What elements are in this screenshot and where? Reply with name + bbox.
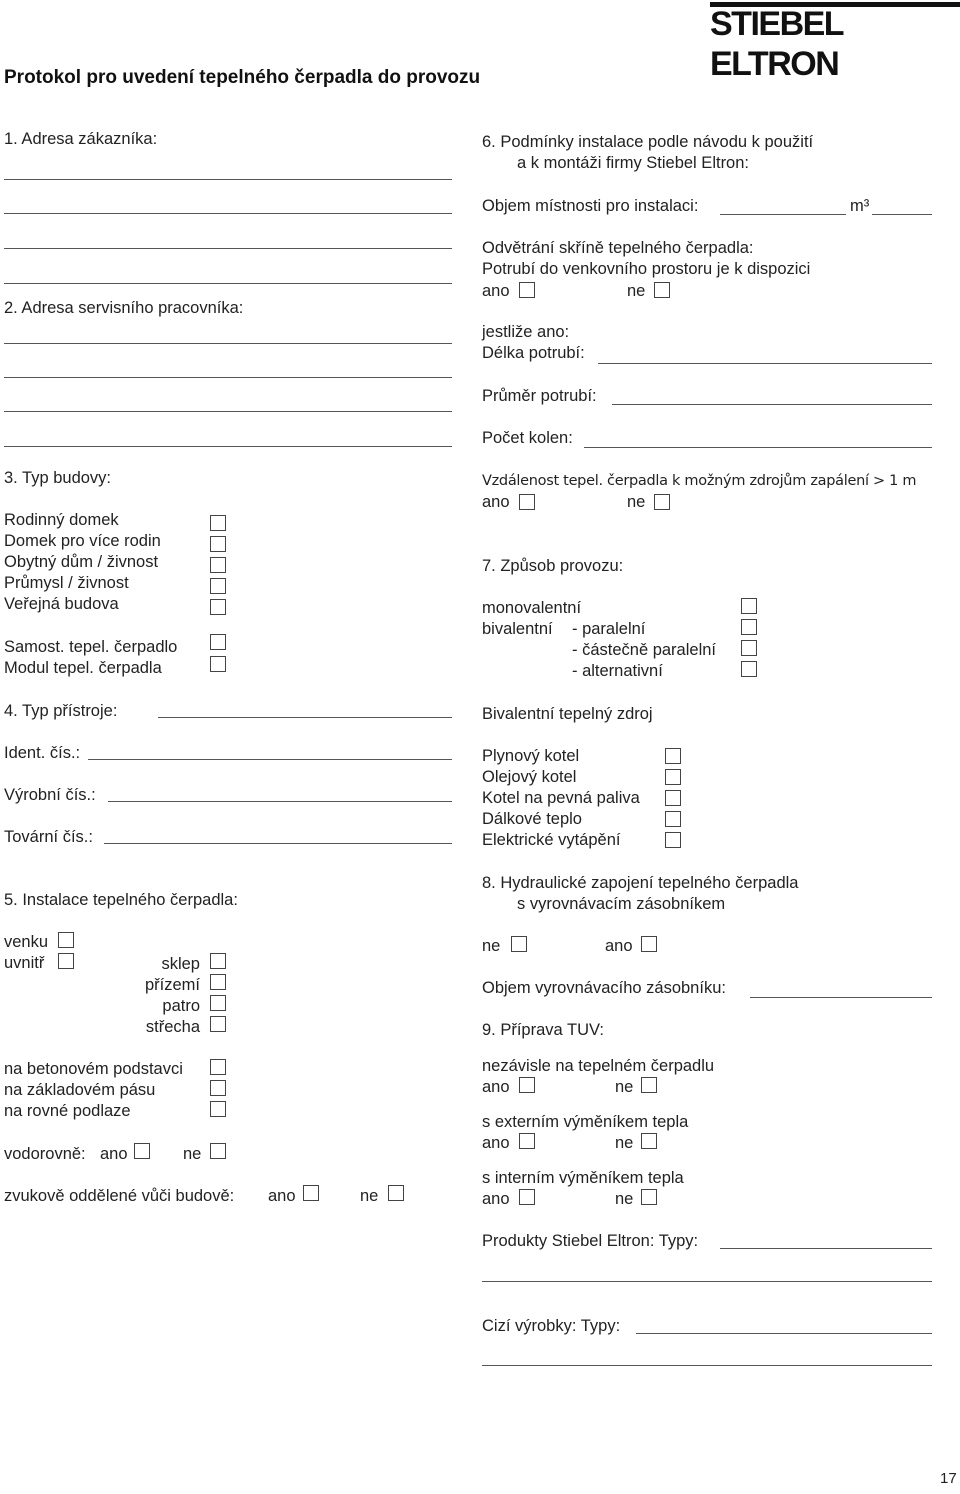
checkbox[interactable] <box>134 1143 150 1159</box>
venku-label: venku <box>4 933 49 951</box>
building-option-label: Průmysl / živnost <box>4 574 129 592</box>
s2-heading: 2. Adresa servisního pracovníka: <box>4 299 244 317</box>
checkbox[interactable] <box>210 995 226 1011</box>
checkbox[interactable] <box>519 494 535 510</box>
ne-label: ne <box>482 937 501 955</box>
service-address-line[interactable] <box>4 446 452 447</box>
checkbox[interactable] <box>519 1133 535 1149</box>
ne-label: ne <box>183 1145 202 1163</box>
produkty-label: Produkty Stiebel Eltron: Typy: <box>482 1232 699 1250</box>
vyrobni-label: Výrobní čís.: <box>4 786 96 804</box>
vodorovne-label: vodorovně: <box>4 1145 86 1163</box>
ident-label: Ident. čís.: <box>4 744 81 762</box>
checkbox[interactable] <box>741 598 757 614</box>
products-line[interactable] <box>720 1248 932 1249</box>
inner-location-label: střecha <box>145 1018 200 1036</box>
buffer-volume-line[interactable] <box>750 997 932 998</box>
checkbox[interactable] <box>210 536 226 552</box>
checkbox[interactable] <box>210 1143 226 1159</box>
tovarni-label: Tovární čís.: <box>4 828 93 846</box>
mono-label: monovalentní <box>482 599 582 617</box>
ano-label: ano <box>482 1134 510 1152</box>
tovarni-line[interactable] <box>104 843 452 844</box>
s4-heading: 4. Typ přístroje: <box>4 702 118 720</box>
pipe-diameter-line[interactable] <box>612 404 932 405</box>
ano-label: ano <box>482 493 510 511</box>
s6-heading: 6. Podmínky instalace podle návodu k použití <box>482 133 814 151</box>
ne-label: ne <box>615 1190 634 1208</box>
ano-label: ano <box>605 937 633 955</box>
checkbox[interactable] <box>388 1185 404 1201</box>
checkbox[interactable] <box>665 790 681 806</box>
ano-label: ano <box>482 282 510 300</box>
checkbox[interactable] <box>210 634 226 650</box>
checkbox[interactable] <box>741 619 757 635</box>
cizi-label: Cizí výrobky: Typy: <box>482 1317 621 1335</box>
device-type-line[interactable] <box>158 717 452 718</box>
s6-heading-cont: a k montáži firmy Stiebel Eltron: <box>517 154 749 172</box>
pocet-label: Počet kolen: <box>482 429 573 447</box>
inner-location-label: přízemí <box>144 976 200 994</box>
room-volume-line[interactable] <box>720 214 846 215</box>
s5-heading: 5. Instalace tepelného čerpadla: <box>4 891 238 909</box>
checkbox[interactable] <box>58 932 74 948</box>
base-option-label: na základovém pásu <box>4 1081 156 1099</box>
building-option-label: Obytný dům / živnost <box>4 553 159 571</box>
checkbox[interactable] <box>511 936 527 952</box>
checkbox[interactable] <box>654 282 670 298</box>
building-option-label: Veřejná budova <box>4 595 119 613</box>
building-option-label: Rodinný domek <box>4 511 119 529</box>
checkbox[interactable] <box>641 936 657 952</box>
checkbox[interactable] <box>210 1059 226 1075</box>
potrubi-label: Potrubí do venkovního prostoru je k dispozici <box>482 260 811 278</box>
source-option-label: Elektrické vytápění <box>482 831 621 849</box>
ne-label: ne <box>627 493 646 511</box>
s7-heading: 7. Způsob provozu: <box>482 557 624 575</box>
checkbox[interactable] <box>519 282 535 298</box>
checkbox[interactable] <box>210 515 226 531</box>
ano-label: ano <box>482 1078 510 1096</box>
pipe-length-line[interactable] <box>598 363 932 364</box>
address-line[interactable] <box>4 179 452 180</box>
unit-option-label: Modul tepel. čerpadla <box>4 659 162 677</box>
checkbox[interactable] <box>665 769 681 785</box>
s1-heading: 1. Adresa zákazníka: <box>4 130 158 148</box>
zdroj-label: Bivalentní tepelný zdroj <box>482 705 653 723</box>
checkbox[interactable] <box>641 1133 657 1149</box>
source-option-label: Olejový kotel <box>482 768 577 786</box>
foreign-products-line[interactable] <box>636 1333 932 1334</box>
checkbox[interactable] <box>210 599 226 615</box>
checkbox[interactable] <box>210 578 226 594</box>
checkbox[interactable] <box>210 953 226 969</box>
checkbox[interactable] <box>519 1189 535 1205</box>
checkbox[interactable] <box>641 1189 657 1205</box>
address-line[interactable] <box>4 248 452 249</box>
checkbox[interactable] <box>210 656 226 672</box>
service-address-line[interactable] <box>4 377 452 378</box>
checkbox[interactable] <box>210 974 226 990</box>
zvukove-label: zvukově oddělené vůči budově: <box>4 1187 235 1205</box>
elbow-count-line[interactable] <box>584 447 932 448</box>
inner-location-label: patro <box>162 997 200 1015</box>
checkbox[interactable] <box>665 748 681 764</box>
foreign-products-line[interactable] <box>482 1365 932 1366</box>
s3-heading: 3. Typ budovy: <box>4 469 112 487</box>
uvnitr-label: uvnitř <box>4 954 45 972</box>
brand-logo: STIEBEL ELTRON <box>710 5 843 83</box>
source-option-label: Kotel na pevná paliva <box>482 789 640 807</box>
prumer-label: Průměr potrubí: <box>482 387 597 405</box>
checkbox[interactable] <box>210 1016 226 1032</box>
tuv-option-label: s interním výměníkem tepla <box>482 1169 684 1187</box>
unit-label: m³ <box>850 197 870 215</box>
ano-label: ano <box>482 1190 510 1208</box>
products-line[interactable] <box>482 1281 932 1282</box>
checkbox[interactable] <box>519 1077 535 1093</box>
building-option-label: Domek pro více rodin <box>4 532 161 550</box>
delka-label: Délka potrubí: <box>482 344 585 362</box>
service-address-line[interactable] <box>4 343 452 344</box>
room-volume-line-end <box>872 214 932 215</box>
bi-label: bivalentní <box>482 620 553 638</box>
checkbox[interactable] <box>210 1101 226 1117</box>
checkbox[interactable] <box>210 1080 226 1096</box>
checkbox[interactable] <box>665 811 681 827</box>
objem-label: Objem místnosti pro instalaci: <box>482 197 699 215</box>
source-option-label: Plynový kotel <box>482 747 580 765</box>
paralelni-label: - paralelní <box>572 620 646 638</box>
ne-label: ne <box>615 1134 634 1152</box>
ano-label: ano <box>268 1187 296 1205</box>
vyrobni-line[interactable] <box>108 801 452 802</box>
checkbox[interactable] <box>741 640 757 656</box>
s9-heading: 9. Příprava TUV: <box>482 1021 604 1039</box>
alternativni-label: - alternativní <box>572 662 663 680</box>
address-line[interactable] <box>4 283 452 284</box>
odvetrani-label: Odvětrání skříně tepelného čerpadla: <box>482 239 754 257</box>
inner-location-label: sklep <box>161 955 200 973</box>
vzdalenost-label: Vzdálenost tepel. čerpadla k možným zdrojům zapálení > 1 m <box>482 473 917 489</box>
checkbox[interactable] <box>641 1077 657 1093</box>
checkbox[interactable] <box>665 832 681 848</box>
base-option-label: na rovné podlaze <box>4 1102 131 1120</box>
s8-heading-cont: s vyrovnávacím zásobníkem <box>517 895 726 913</box>
s8-heading: 8. Hydraulické zapojení tepelného čerpadla <box>482 874 799 892</box>
checkbox[interactable] <box>303 1185 319 1201</box>
ident-line[interactable] <box>88 759 452 760</box>
ne-label: ne <box>360 1187 379 1205</box>
checkbox[interactable] <box>654 494 670 510</box>
tuv-option-label: s externím výměníkem tepla <box>482 1113 689 1131</box>
objem-zasobniku-label: Objem vyrovnávacího zásobníku: <box>482 979 726 997</box>
service-address-line[interactable] <box>4 411 452 412</box>
page-number: 17 <box>940 1470 957 1487</box>
page-title: Protokol pro uvedení tepelného čerpadla do provozu <box>4 67 481 88</box>
ano-label: ano <box>100 1145 128 1163</box>
castecne-label: - částečně paralelní <box>572 641 716 659</box>
ne-label: ne <box>627 282 646 300</box>
tuv-option-label: nezávisle na tepelném čerpadlu <box>482 1057 715 1075</box>
base-option-label: na betonovém podstavci <box>4 1060 183 1078</box>
checkbox[interactable] <box>58 953 74 969</box>
unit-option-label: Samost. tepel. čerpadlo <box>4 638 178 656</box>
address-line[interactable] <box>4 213 452 214</box>
ne-label: ne <box>615 1078 634 1096</box>
jestlize-label: jestliže ano: <box>482 323 570 341</box>
source-option-label: Dálkové teplo <box>482 810 582 828</box>
checkbox[interactable] <box>210 557 226 573</box>
checkbox[interactable] <box>741 661 757 677</box>
